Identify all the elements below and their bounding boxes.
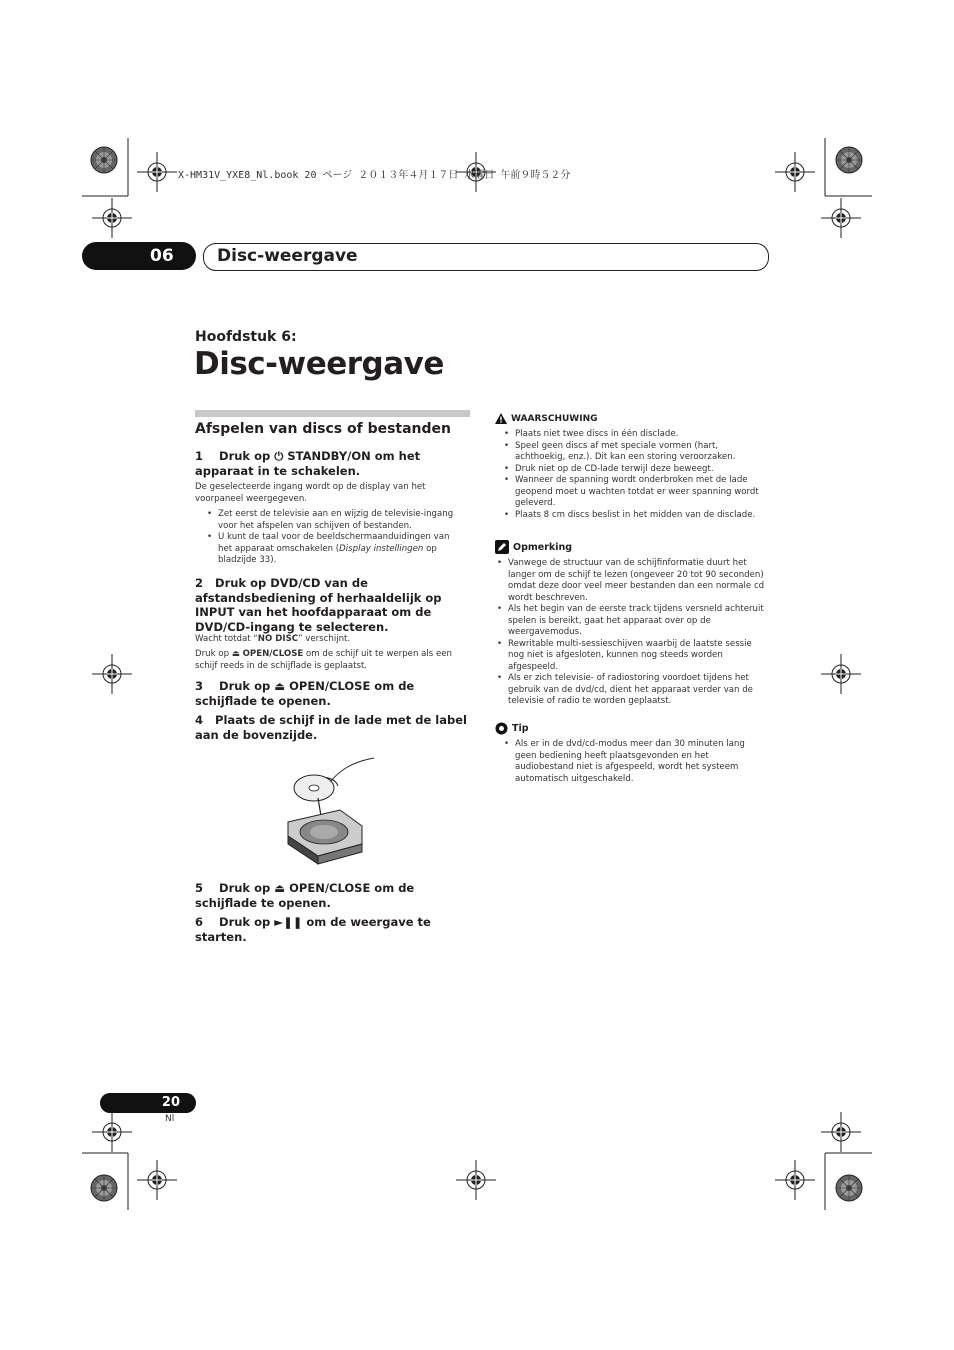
step-number: 4 <box>195 713 204 727</box>
list-item: • Wanneer de spanning wordt onderbroken met de lade geopend moet u wachten totdat er weer spanning wordt geleverd. <box>501 475 771 510</box>
step-text: Druk op <box>219 915 271 929</box>
warning-header <box>495 413 598 424</box>
page-language: Nl <box>165 1114 175 1124</box>
list-item: • Plaats niet twee discs in één disclade. <box>501 429 771 441</box>
note-header <box>495 540 572 554</box>
page-title: Disc-weergave <box>194 346 444 382</box>
step-2-body-2: Druk op ⏏ OPEN/CLOSE om de schijf uit te werpen als een schijf reeds in de schijflade is geplaatst. <box>195 649 453 671</box>
step-3 <box>195 679 470 708</box>
step-4 <box>195 713 470 742</box>
list-item: • Zet eerst de televisie aan en wijzig de televisie-ingang voor het afspelen van schijven of bestanden. <box>204 509 466 532</box>
print-header: X-HM31V_YXE8_Nl.book 20 ページ ２０１３年４月１７日 水曜日 午前９時５２分 <box>178 170 571 181</box>
step-text: om de weergave te starten. <box>195 915 431 944</box>
warning-title: WAARSCHUWING <box>511 413 598 424</box>
step-6 <box>195 915 470 944</box>
step-number: 3 <box>195 679 204 693</box>
list-item: • Als er zich televisie- of radiostoring voordoet tijdens het gebruik van de dvd/cd, dient het apparaat verder van de televisie of radio te worden geplaatst. <box>494 673 770 708</box>
pencil-note-icon <box>495 540 509 554</box>
page-number: 20 <box>161 1095 180 1110</box>
step-1 <box>195 449 470 478</box>
note-title: Opmerking <box>513 541 573 553</box>
tip-gear-icon <box>495 722 508 735</box>
step-text: Druk op <box>219 449 271 463</box>
step-text: Druk op <box>219 679 271 693</box>
disc-tray-illustration <box>282 752 378 872</box>
warning-icon <box>495 413 507 424</box>
step-number: 6 <box>195 915 204 929</box>
eject-icon: ⏏ <box>231 649 240 659</box>
step-text: OPEN/CLOSE om de schijflade te openen. <box>195 881 415 910</box>
list-item: • Plaats 8 cm discs beslist in het midden van de disclade. <box>501 510 771 522</box>
list-item: • Als het begin van de eerste track tijdens versneld achteruit spelen is bereikt, gaat het apparaat over op de weergavemodus. <box>494 604 770 639</box>
list-item: • Druk niet op de CD-lade terwijl deze beweegt. <box>501 464 771 476</box>
step-number: 2 <box>195 576 204 590</box>
list-item: • Speel geen discs af met speciale vormen (hart, achthoekig, enz.). Dit kan een storing veroorzaken. <box>501 441 771 464</box>
tip-list <box>501 739 763 785</box>
section-bar <box>195 410 470 417</box>
chapter-label: Hoofdstuk 6: <box>195 329 297 345</box>
step-text: STANDBY/ON om het apparaat in te schakelen. <box>195 449 421 478</box>
step-2 <box>195 576 470 634</box>
step-text: OPEN/CLOSE om de schijflade te openen. <box>195 679 415 708</box>
step-1-body: De geselecteerde ingang wordt op de display van het voorpaneel weergegeven. <box>195 482 426 504</box>
list-item: • U kunt de taal voor de beeldschermaanduidingen van het apparaat omschakelen (Display instellingen op bladzijde 33). <box>204 532 466 567</box>
section-title: Afspelen van discs of bestanden <box>195 421 452 437</box>
list-item: • Vanwege de structuur van de schijfinformatie duurt het langer om de schijf te lezen (ongeveer 20 tot 90 seconden) omdat deze door veel meer bestanden dan een normale cd wordt beschreven. <box>494 558 770 604</box>
play-pause-icon: ►❚❚ <box>274 915 303 929</box>
tip-header <box>495 722 529 735</box>
standby-icon: ⏻ <box>274 449 284 463</box>
eject-icon: ⏏ <box>274 881 286 895</box>
chapter-title: Disc-weergave <box>217 246 358 266</box>
step-2-body-1: Wacht totdat “NO DISC” verschijnt. <box>195 634 351 644</box>
page-number-tab <box>100 1093 196 1113</box>
tip-title: Tip <box>512 723 529 734</box>
list-item: • Rewritable multi-sessieschijven waarbij de laatste sessie nog niet is afgesloten, kunnen nog steeds worden afgespeeld. <box>494 639 770 674</box>
step-1-bullets <box>204 509 466 567</box>
step-number: 1 <box>195 449 204 463</box>
step-text: Plaats de schijf in de lade met de label aan de bovenzijde. <box>195 713 467 742</box>
step-text: Druk op <box>219 881 271 895</box>
note-list <box>494 558 770 708</box>
step-5 <box>195 881 470 910</box>
list-item: • Als er in de dvd/cd-modus meer dan 30 minuten lang geen bediening heeft plaatsgevonden en het audiobestand niet is afgespeeld, wordt het systeem automatisch uitgeschakeld. <box>501 739 763 785</box>
chapter-number: 06 <box>150 246 174 266</box>
step-text: Druk op DVD/CD van de afstandsbediening of herhaaldelijk op INPUT van het hoofdapparaat om de DVD/CD-ingang te selecteren. <box>195 576 442 634</box>
eject-icon: ⏏ <box>274 679 286 693</box>
warning-list <box>501 429 771 521</box>
step-number: 5 <box>195 881 204 895</box>
